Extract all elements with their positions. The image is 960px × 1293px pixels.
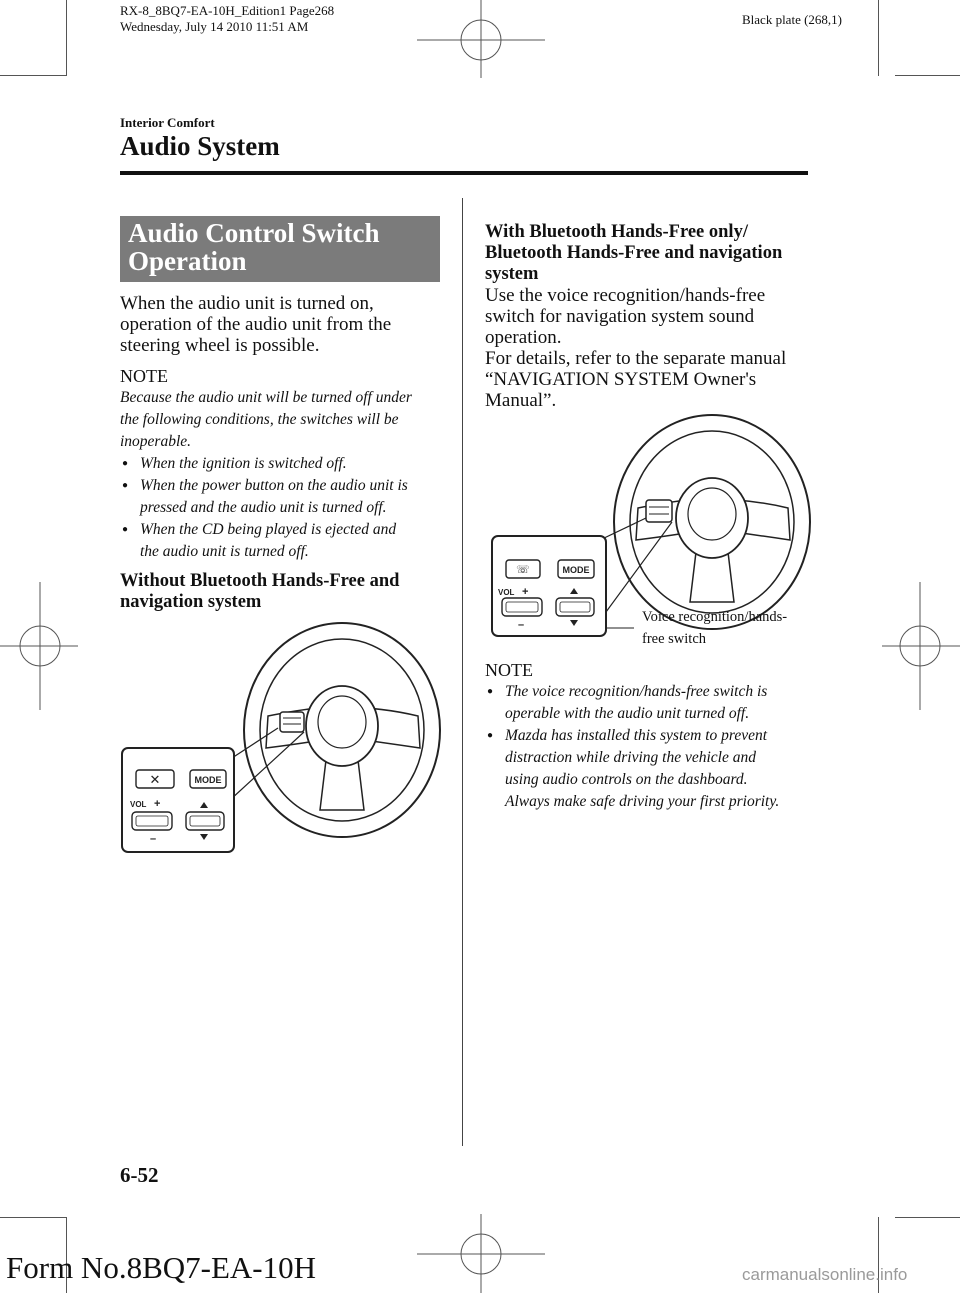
text-line: steering wheel is possible. bbox=[120, 335, 320, 356]
crop-mark bbox=[0, 1217, 66, 1218]
text-line: Because the audio unit will be turned off under bbox=[120, 389, 412, 406]
seek-rocker-ridges bbox=[560, 602, 590, 612]
switch-cluster-small bbox=[280, 712, 304, 732]
text-line: For details, refer to the separate manual bbox=[485, 348, 787, 369]
registration-mark-top bbox=[417, 0, 545, 80]
column-divider bbox=[462, 198, 463, 1146]
date-line: Wednesday, July 14 2010 11:51 AM bbox=[120, 19, 309, 34]
vol-plus-label: + bbox=[154, 798, 161, 810]
note-bullet bbox=[120, 453, 455, 475]
bluetooth-paragraph bbox=[485, 285, 815, 411]
text-line: switch for navigation system sound bbox=[485, 306, 755, 327]
note-bullet bbox=[485, 725, 820, 813]
bullet-line: operable with the audio unit turned off. bbox=[505, 705, 750, 722]
text-line: “NAVIGATION SYSTEM Owner's bbox=[485, 369, 757, 390]
plate-label: Black plate (268,1) bbox=[742, 12, 842, 27]
bullet-line: the audio unit is turned off. bbox=[140, 543, 309, 560]
voice-switch-callout bbox=[642, 606, 787, 650]
text-line: inoperable. bbox=[120, 433, 192, 450]
intro-paragraph bbox=[120, 293, 450, 356]
steering-hub bbox=[306, 686, 378, 766]
text-line: the following conditions, the switches will be bbox=[120, 411, 399, 428]
note-bullet bbox=[120, 519, 455, 563]
switch-panel-inset bbox=[492, 536, 606, 636]
mute-icon: ✕ bbox=[149, 772, 161, 787]
steering-spoke bbox=[320, 760, 364, 810]
mode-label: MODE bbox=[194, 775, 222, 785]
note-bullet bbox=[120, 475, 455, 519]
crop-mark bbox=[0, 75, 66, 76]
file-info bbox=[120, 3, 334, 35]
subhead-line: Bluetooth Hands-Free and navigation bbox=[485, 243, 783, 263]
bullet-line: pressed and the audio unit is turned off. bbox=[140, 499, 387, 516]
mode-label: MODE bbox=[562, 565, 590, 575]
registration-mark-right bbox=[880, 582, 960, 710]
subhead-line: With Bluetooth Hands-Free only/ bbox=[485, 222, 748, 242]
text-line: operation. bbox=[485, 327, 562, 348]
text-line: operation of the audio unit from the bbox=[120, 314, 392, 335]
text-line: Use the voice recognition/hands-free bbox=[485, 285, 766, 306]
subhead-without-bluetooth bbox=[120, 571, 399, 613]
steering-spoke bbox=[690, 552, 734, 602]
bullet-line: using audio controls on the dashboard. bbox=[505, 771, 748, 788]
bullet-line: ● When the CD being played is ejected and bbox=[140, 521, 397, 538]
text-line: Manual”. bbox=[485, 390, 557, 411]
bullet-line: ● Mazda has installed this system to prevent bbox=[505, 727, 768, 744]
bullet-line: Always make safe driving your first priority. bbox=[505, 793, 780, 810]
vol-label: VOL bbox=[130, 800, 147, 809]
subhead-line: system bbox=[485, 264, 539, 284]
section-label: Interior Comfort bbox=[120, 115, 215, 130]
chapter-title: Audio System bbox=[120, 131, 280, 161]
form-number: Form No.8BQ7-EA-10H bbox=[6, 1250, 316, 1285]
subhead-line: navigation system bbox=[120, 592, 262, 612]
registration-mark-left bbox=[0, 582, 80, 710]
callout-line: Voice recognition/hands- bbox=[642, 609, 788, 625]
header-rule bbox=[120, 171, 808, 175]
voice-phone-icon: ☏ bbox=[516, 564, 530, 576]
callout-line: free switch bbox=[642, 631, 707, 647]
vol-minus-label: – bbox=[150, 833, 157, 845]
crop-mark bbox=[895, 75, 960, 76]
bullet-line: ● When the power button on the audio unit is bbox=[140, 477, 408, 494]
section-heading-line1: Audio Control Switch bbox=[128, 218, 380, 248]
steering-wheel-illustration bbox=[118, 620, 448, 856]
switch-cluster-small bbox=[646, 500, 672, 522]
section-heading-line2: Operation bbox=[128, 246, 247, 276]
registration-mark-bottom bbox=[417, 1214, 545, 1293]
crop-mark bbox=[895, 1217, 960, 1218]
vol-plus-label: + bbox=[522, 586, 529, 598]
text-line: When the audio unit is turned on, bbox=[120, 293, 374, 314]
vol-label: VOL bbox=[498, 588, 515, 597]
note-text-right bbox=[485, 681, 820, 813]
bullet-line: ● The voice recognition/hands-free switch is bbox=[505, 683, 768, 700]
note-text bbox=[120, 387, 455, 563]
vol-minus-label: – bbox=[518, 619, 525, 631]
note-heading: NOTE bbox=[485, 660, 533, 680]
note-bullet bbox=[485, 681, 820, 725]
page-number: 6-52 bbox=[120, 1163, 159, 1187]
bullet-line: ● When the ignition is switched off. bbox=[140, 455, 347, 472]
volume-rocker-ridges bbox=[506, 602, 538, 612]
crop-mark bbox=[878, 0, 879, 76]
seek-rocker-ridges bbox=[190, 816, 220, 826]
section-heading-box bbox=[120, 216, 440, 282]
bullet-line: distraction while driving the vehicle and bbox=[505, 749, 756, 766]
file-line: RX-8_8BQ7-EA-10H_Edition1 Page268 bbox=[120, 3, 335, 18]
watermark: carmanualsonline.info bbox=[742, 1265, 908, 1284]
steering-hub bbox=[676, 478, 748, 558]
crop-mark bbox=[66, 0, 67, 76]
volume-rocker-ridges bbox=[136, 816, 168, 826]
subhead-with-bluetooth bbox=[485, 222, 782, 285]
subhead-line: Without Bluetooth Hands-Free and bbox=[120, 571, 400, 591]
note-heading: NOTE bbox=[120, 366, 168, 386]
